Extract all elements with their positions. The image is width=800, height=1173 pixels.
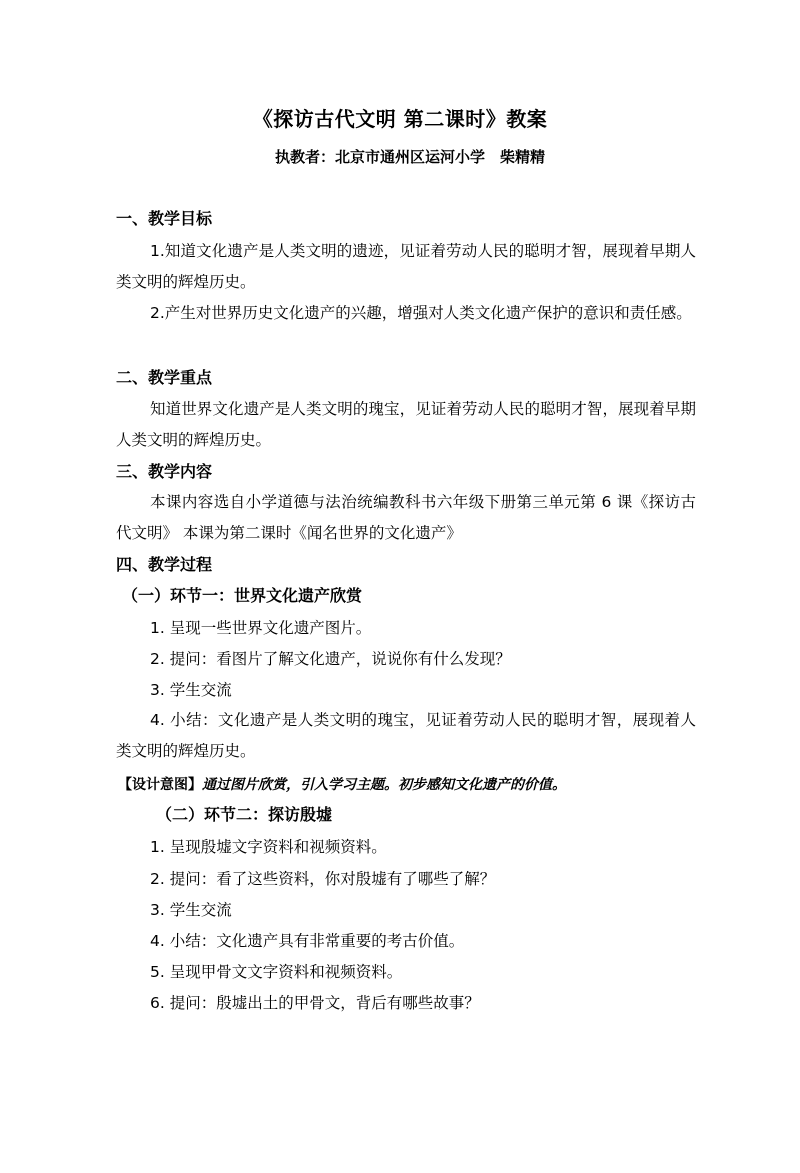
section-heading-process: 四、教学过程 [116,555,213,574]
design-intent-tag: 【设计意图】 [118,777,202,793]
list-item: 3. 学生交流 [150,901,232,919]
document-title: 《探访古代文明 第二课时》教案 [252,107,548,131]
list-item: 5. 呈现甲骨文文字资料和视频资料。 [150,963,403,981]
section-heading-content: 三、教学内容 [116,462,213,481]
design-intent-text: 通过图片欣赏，引入学习主题。初步感知文化遗产的价值。 [202,777,566,793]
list-item: 2. 提问：看了这些资料，你对殷墟有了哪些了解？ [150,870,496,888]
section-heading-objectives: 一、教学目标 [116,209,213,228]
design-intent-note [118,774,758,796]
list-item: 2. 提问：看图片了解文化遗产，说说你有什么发现？ [150,650,511,668]
key-points-paragraph: 知道世界文化遗产是人类文明的瑰宝，见证着劳动人民的聪明才智，展现着早期人类文明的辉煌历史。 [116,400,696,449]
list-item: 1. 呈现一些世界文化遗产图片。 [150,619,372,637]
section-heading-key-points: 二、教学重点 [116,368,213,387]
list-item: 1. 呈现殷墟文字资料和视频资料。 [150,838,387,856]
list-item: 4. 小结：文化遗产是人类文明的瑰宝，见证着劳动人民的聪明才智，展现着人类文明的辉煌历史。 [116,711,696,760]
subsection-heading-2: （二）环节二：探访殷墟 [156,805,333,824]
list-item: 6. 提问：殷墟出土的甲骨文，背后有哪些故事？ [150,994,480,1012]
list-item: 4. 小结：文化遗产具有非常重要的考古价值。 [150,932,465,950]
objective-paragraph-2: 2.产生对世界历史文化遗产的兴趣，增强对人类文化遗产保护的意识和责任感。 [150,304,692,322]
author-line: 执教者：北京市通州区运河小学 柴精精 [274,148,545,166]
subsection-heading-1: （一）环节一：世界文化遗产欣赏 [122,586,363,605]
content-paragraph: 本课内容选自小学道德与法治统编教科书六年级下册第三单元第 6 课《探访古代文明》 本课为第二课时《闻名世界的文化遗产》 [116,493,696,542]
list-item: 3. 学生交流 [150,681,232,699]
objective-paragraph-1: 1.知道文化遗产是人类文明的遗迹，见证着劳动人民的聪明才智，展现着早期人类文明的辉煌历史。 [116,242,696,291]
